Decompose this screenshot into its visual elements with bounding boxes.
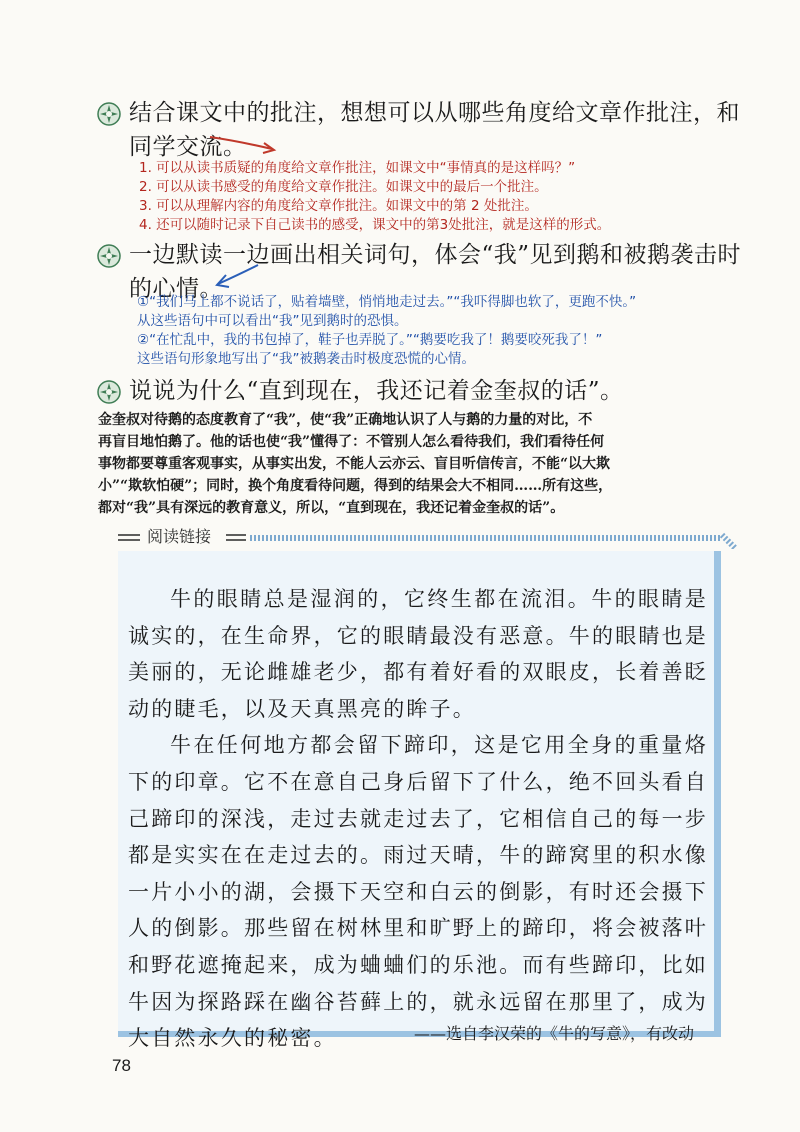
answer-2-line: 这些语句形象地写出了“我”被鹅袭击时极度恐慌的心情。 [137,351,475,367]
reading-link-title: 阅读链接 [144,527,214,547]
flower-bullet-icon [97,244,121,268]
reading-link-panel [118,527,738,1051]
annotation-arrow-icon [208,133,278,155]
page-number: 78 [112,1056,131,1075]
question-1 [97,96,747,164]
reading-paragraph: 牛的眼睛总是湿润的，它终生都在流泪。牛的眼睛是诚实的，在生命界，它的眼睛最没有恶意。牛的眼睛也是美丽的，无论雌雄老少，都有着好看的双眼皮，长着善眨动的睫毛，以及天真黑亮的眸子。 [128,587,708,721]
reading-paragraph: 牛在任何地方都会留下蹄印，这是它用全身的重量烙下的印章。它不在意自己身后留下了什么，绝不回头看自己蹄印的深浅，走过去就走过去了，它相信自己的每一步都是实实在在走过去的。雨过天晴，牛的蹄窝里的积水像一片小小的湖，会摄下天空和白云的倒影，有时还会摄下人的倒影。那些留在树林里和旷野上的蹄印，将会被落叶和野花遮掩起来，成为蛐蛐们的乐池。而有些蹄印，比如牛因为探路踩在幽谷苔藓上的，就永远留在那里了，成为大自然永久的秘密。 [128,733,708,1051]
question-3-text: 说说为什么“直到现在，我还记着金奎叔的话”。 [129,378,624,404]
answer-3-line: 金奎叔对待鹅的态度教育了“我”，使“我”正确地认识了人与鹅的力量的对比，不 [98,412,593,428]
answer-2-line: ②“在忙乱中，我的书包掉了，鞋子也弄脱了。”“鹅要吃我了！鹅要咬死我了！” [137,332,603,348]
flower-bullet-icon [97,380,121,404]
reading-text [128,581,708,1057]
answer-1-line: 4. 还可以随时记录下自己读书的感受，课文中的第3处批注，就是这样的形式。 [139,217,611,233]
answer-1-notes [139,159,610,235]
answer-3-notes [98,409,738,519]
flower-bullet-icon [97,102,121,126]
question-3 [97,374,747,408]
annotation-arrow-icon [212,262,262,290]
answer-1-line: 1. 可以从读书质疑的角度给文章作批注，如课文中“事情真的是这样吗？” [139,160,576,176]
reading-source: ——选自李汉荣的《牛的写意》，有改动 [413,1024,694,1043]
answer-1-line: 2. 可以从读书感受的角度给文章作批注。如课文中的最后一个批注。 [139,179,548,195]
reading-link-box [118,551,721,1051]
answer-3-line: 小”“欺软怕硬”；同时，换个角度看待问题，得到的结果会大不相同……所有这些， [98,478,613,494]
answer-1-line: 3. 可以从理解内容的角度给文章作批注。如课文中的第 2 处批注。 [139,198,538,214]
answer-3-line: 再盲目地怕鹅了。他的话也使“我”懂得了：不管别人怎么看待我们，我们看待任何 [98,434,605,450]
answer-2-line: 从这些语句中可以看出“我”见到鹅时的恐惧。 [137,313,408,329]
question-1-text: 结合课文中的批注，想想可以从哪些角度给文章作批注，和同学交流。 [129,100,740,160]
answer-3-line: 都对“我”具有深远的教育意义，所以，“直到现在，我还记着金奎叔的话”。 [98,500,565,516]
answer-2-notes [137,293,636,369]
answer-3-line: 事物都要尊重客观事实，从事实出发，不能人云亦云、盲目听信传言，不能“以大欺 [98,456,611,472]
answer-2-line: ①“我们马上都不说话了，贴着墙壁，悄悄地走过去。”“我吓得脚也软了，更跑不快。” [137,294,637,310]
question-2-text: 一边默读一边画出相关词句，体会“我”见到鹅和被鹅袭击时的心情。 [129,242,742,302]
